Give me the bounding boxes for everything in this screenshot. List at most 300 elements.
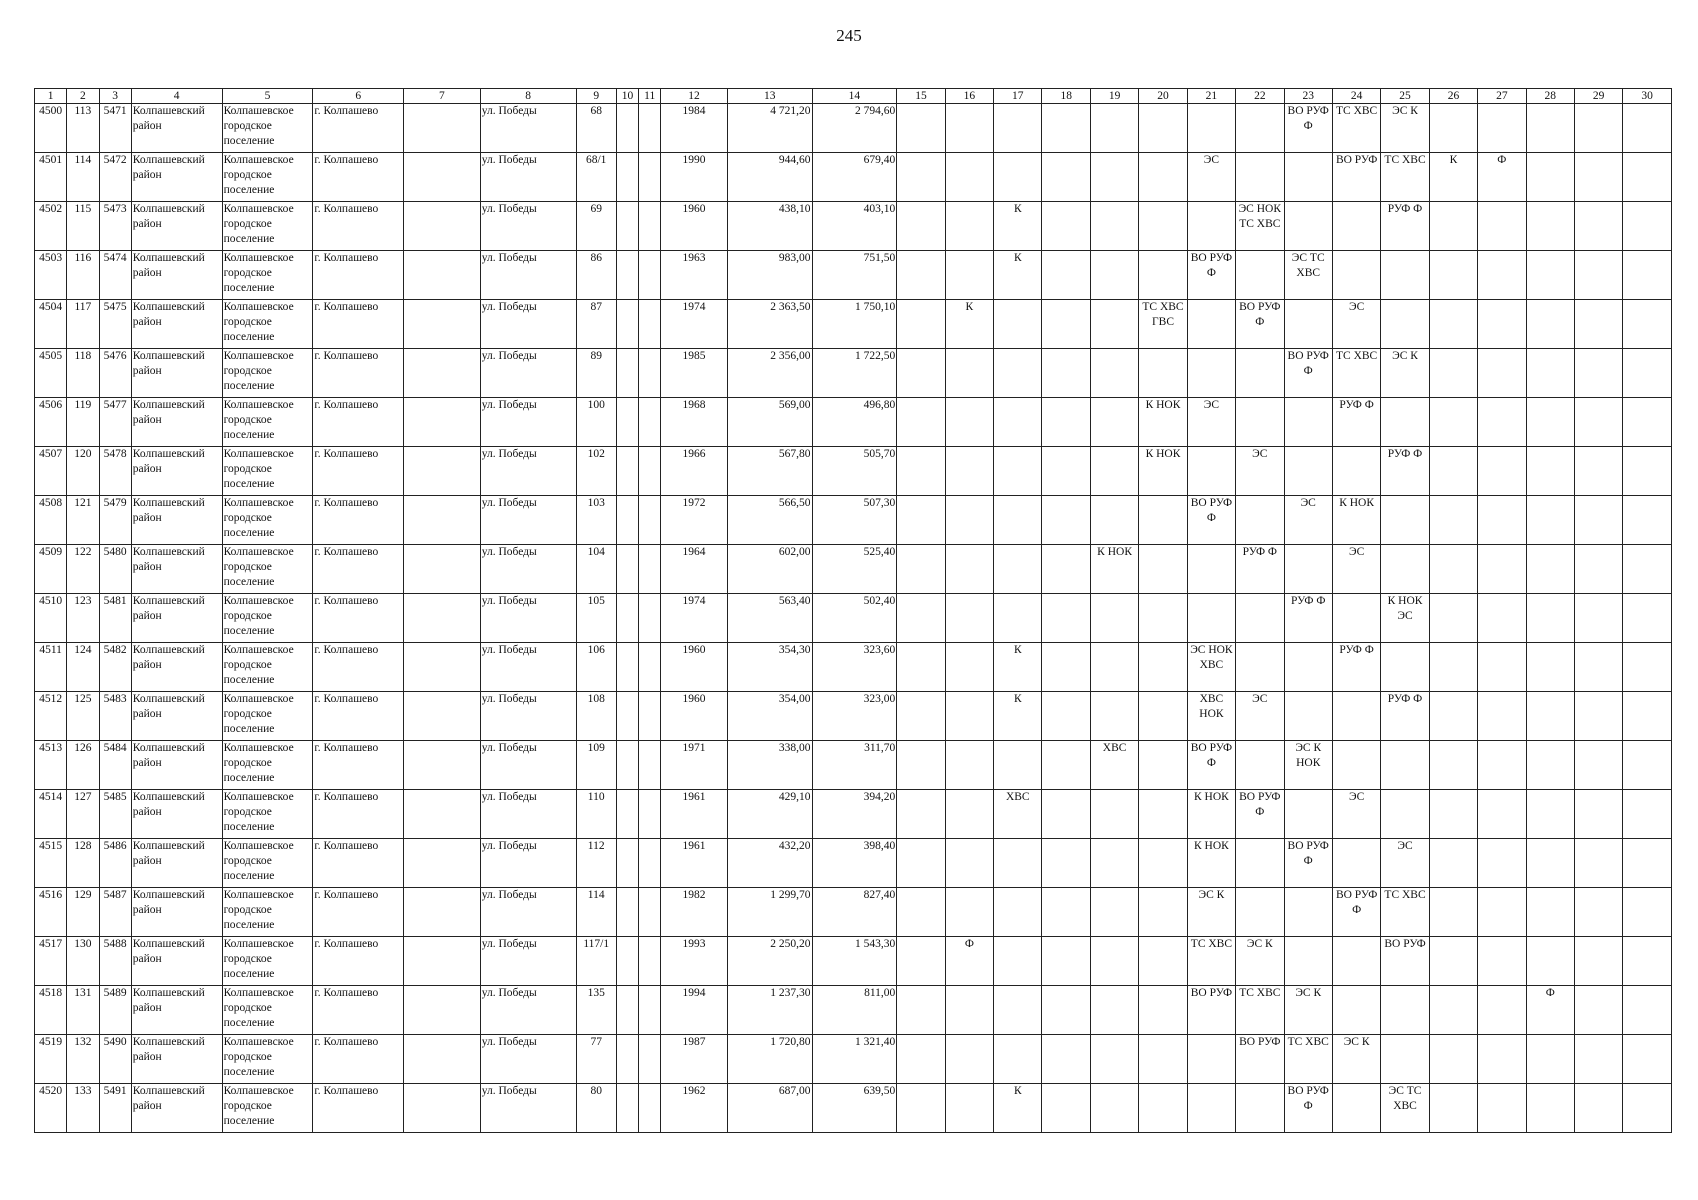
cell-col-5: Колпашевское городское поселение — [222, 300, 313, 349]
cell-col-25: РУФ Ф — [1381, 447, 1429, 496]
cell-col-10 — [616, 594, 638, 643]
cell-col-12: 1961 — [661, 790, 728, 839]
cell-col-15 — [897, 545, 945, 594]
cell-col-28 — [1526, 545, 1574, 594]
cell-col-9: 86 — [576, 251, 616, 300]
cell-col-2: 115 — [67, 202, 99, 251]
cell-col-10 — [616, 1084, 638, 1133]
cell-col-30 — [1623, 937, 1672, 986]
cell-col-28 — [1526, 790, 1574, 839]
cell-col-8: ул. Победы — [480, 692, 576, 741]
table-row — [35, 790, 1672, 839]
column-header-18: 18 — [1042, 89, 1090, 104]
cell-col-14: 811,00 — [812, 986, 897, 1035]
cell-col-3: 5471 — [99, 104, 131, 153]
cell-col-4: Колпашевский район — [131, 153, 222, 202]
cell-col-13: 563,40 — [727, 594, 812, 643]
cell-col-23: ЭС — [1284, 496, 1332, 545]
cell-col-9: 135 — [576, 986, 616, 1035]
cell-col-6: г. Колпашево — [313, 153, 404, 202]
cell-col-3: 5489 — [99, 986, 131, 1035]
cell-col-16 — [945, 839, 993, 888]
cell-col-28 — [1526, 251, 1574, 300]
column-header-20: 20 — [1139, 89, 1187, 104]
cell-col-4: Колпашевский район — [131, 545, 222, 594]
column-header-23: 23 — [1284, 89, 1332, 104]
cell-col-22: ЭС — [1236, 447, 1284, 496]
table-row — [35, 643, 1672, 692]
cell-col-5: Колпашевское городское поселение — [222, 153, 313, 202]
cell-col-27 — [1478, 594, 1526, 643]
cell-col-5: Колпашевское городское поселение — [222, 986, 313, 1035]
cell-col-10 — [616, 741, 638, 790]
cell-col-11 — [639, 104, 661, 153]
cell-col-19 — [1090, 496, 1138, 545]
cell-col-28 — [1526, 692, 1574, 741]
cell-col-27 — [1478, 643, 1526, 692]
cell-col-4: Колпашевский район — [131, 104, 222, 153]
cell-col-10 — [616, 790, 638, 839]
cell-col-20 — [1139, 643, 1187, 692]
cell-col-29 — [1574, 1084, 1622, 1133]
cell-col-19 — [1090, 643, 1138, 692]
cell-col-19 — [1090, 349, 1138, 398]
cell-col-4: Колпашевский район — [131, 741, 222, 790]
cell-col-23: ЭС ТС ХВС — [1284, 251, 1332, 300]
cell-col-27 — [1478, 1084, 1526, 1133]
cell-col-15 — [897, 986, 945, 1035]
cell-col-10 — [616, 202, 638, 251]
cell-col-16 — [945, 153, 993, 202]
cell-col-1: 4514 — [35, 790, 67, 839]
cell-col-1: 4504 — [35, 300, 67, 349]
cell-col-6: г. Колпашево — [313, 1084, 404, 1133]
cell-col-19 — [1090, 202, 1138, 251]
cell-col-15 — [897, 594, 945, 643]
cell-col-17 — [994, 104, 1042, 153]
column-header-21: 21 — [1187, 89, 1235, 104]
cell-col-11 — [639, 643, 661, 692]
cell-col-1: 4501 — [35, 153, 67, 202]
cell-col-28 — [1526, 643, 1574, 692]
cell-col-7 — [404, 545, 481, 594]
cell-col-2: 128 — [67, 839, 99, 888]
cell-col-6: г. Колпашево — [313, 447, 404, 496]
cell-col-3: 5486 — [99, 839, 131, 888]
cell-col-30 — [1623, 104, 1672, 153]
cell-col-14: 505,70 — [812, 447, 897, 496]
cell-col-19 — [1090, 104, 1138, 153]
cell-col-22: ЭС К — [1236, 937, 1284, 986]
cell-col-12: 1982 — [661, 888, 728, 937]
cell-col-10 — [616, 496, 638, 545]
cell-col-19 — [1090, 888, 1138, 937]
cell-col-24: ЭС — [1332, 300, 1380, 349]
cell-col-5: Колпашевское городское поселение — [222, 643, 313, 692]
page-number: 245 — [836, 26, 862, 45]
cell-col-23: ЭС К — [1284, 986, 1332, 1035]
cell-col-11 — [639, 594, 661, 643]
cell-col-27 — [1478, 1035, 1526, 1084]
cell-col-1: 4517 — [35, 937, 67, 986]
cell-col-24: ЭС — [1332, 790, 1380, 839]
cell-col-26 — [1429, 986, 1477, 1035]
cell-col-20 — [1139, 153, 1187, 202]
cell-col-10 — [616, 937, 638, 986]
cell-col-15 — [897, 790, 945, 839]
cell-col-4: Колпашевский район — [131, 496, 222, 545]
cell-col-1: 4511 — [35, 643, 67, 692]
column-header-8: 8 — [480, 89, 576, 104]
cell-col-5: Колпашевское городское поселение — [222, 790, 313, 839]
cell-col-8: ул. Победы — [480, 741, 576, 790]
cell-col-15 — [897, 153, 945, 202]
cell-col-6: г. Колпашево — [313, 1035, 404, 1084]
cell-col-24: РУФ Ф — [1332, 398, 1380, 447]
cell-col-29 — [1574, 251, 1622, 300]
cell-col-21 — [1187, 545, 1235, 594]
column-header-4: 4 — [131, 89, 222, 104]
cell-col-11 — [639, 251, 661, 300]
column-header-14: 14 — [812, 89, 897, 104]
cell-col-25 — [1381, 790, 1429, 839]
cell-col-2: 116 — [67, 251, 99, 300]
cell-col-13: 1 299,70 — [727, 888, 812, 937]
cell-col-17 — [994, 839, 1042, 888]
cell-col-19 — [1090, 398, 1138, 447]
cell-col-26 — [1429, 594, 1477, 643]
cell-col-1: 4516 — [35, 888, 67, 937]
cell-col-15 — [897, 349, 945, 398]
cell-col-9: 114 — [576, 888, 616, 937]
cell-col-18 — [1042, 937, 1090, 986]
cell-col-1: 4515 — [35, 839, 67, 888]
cell-col-30 — [1623, 839, 1672, 888]
cell-col-6: г. Колпашево — [313, 741, 404, 790]
cell-col-5: Колпашевское городское поселение — [222, 839, 313, 888]
cell-col-22 — [1236, 594, 1284, 643]
cell-col-7 — [404, 496, 481, 545]
cell-col-14: 2 794,60 — [812, 104, 897, 153]
cell-col-20 — [1139, 888, 1187, 937]
cell-col-2: 131 — [67, 986, 99, 1035]
column-header-12: 12 — [661, 89, 728, 104]
cell-col-7 — [404, 447, 481, 496]
cell-col-18 — [1042, 888, 1090, 937]
cell-col-24 — [1332, 202, 1380, 251]
cell-col-26 — [1429, 349, 1477, 398]
cell-col-20 — [1139, 790, 1187, 839]
cell-col-17 — [994, 986, 1042, 1035]
cell-col-13: 569,00 — [727, 398, 812, 447]
housing-register-table — [34, 88, 1672, 1133]
cell-col-23 — [1284, 545, 1332, 594]
cell-col-26 — [1429, 643, 1477, 692]
cell-col-13: 2 356,00 — [727, 349, 812, 398]
cell-col-12: 1987 — [661, 1035, 728, 1084]
table-row — [35, 545, 1672, 594]
cell-col-21: ЭС — [1187, 153, 1235, 202]
cell-col-28 — [1526, 153, 1574, 202]
cell-col-30 — [1623, 300, 1672, 349]
cell-col-17 — [994, 153, 1042, 202]
cell-col-3: 5479 — [99, 496, 131, 545]
cell-col-24 — [1332, 447, 1380, 496]
cell-col-28 — [1526, 398, 1574, 447]
cell-col-7 — [404, 153, 481, 202]
table-row — [35, 349, 1672, 398]
cell-col-9: 100 — [576, 398, 616, 447]
cell-col-14: 1 543,30 — [812, 937, 897, 986]
table-row — [35, 692, 1672, 741]
cell-col-18 — [1042, 594, 1090, 643]
cell-col-20: К НОК — [1139, 398, 1187, 447]
cell-col-25: ВО РУФ — [1381, 937, 1429, 986]
cell-col-26: К — [1429, 153, 1477, 202]
cell-col-16 — [945, 447, 993, 496]
cell-col-16 — [945, 1084, 993, 1133]
cell-col-18 — [1042, 741, 1090, 790]
cell-col-19 — [1090, 1084, 1138, 1133]
cell-col-12: 1968 — [661, 398, 728, 447]
cell-col-11 — [639, 790, 661, 839]
cell-col-1: 4508 — [35, 496, 67, 545]
cell-col-13: 567,80 — [727, 447, 812, 496]
cell-col-18 — [1042, 839, 1090, 888]
cell-col-20: ТС ХВС ГВС — [1139, 300, 1187, 349]
cell-col-21: К НОК — [1187, 839, 1235, 888]
cell-col-19 — [1090, 692, 1138, 741]
cell-col-21: ВО РУФ Ф — [1187, 741, 1235, 790]
cell-col-13: 438,10 — [727, 202, 812, 251]
cell-col-29 — [1574, 790, 1622, 839]
cell-col-20 — [1139, 349, 1187, 398]
cell-col-3: 5473 — [99, 202, 131, 251]
column-header-7: 7 — [404, 89, 481, 104]
cell-col-29 — [1574, 888, 1622, 937]
cell-col-3: 5482 — [99, 643, 131, 692]
cell-col-10 — [616, 398, 638, 447]
cell-col-16 — [945, 251, 993, 300]
cell-col-8: ул. Победы — [480, 104, 576, 153]
cell-col-19 — [1090, 937, 1138, 986]
cell-col-15 — [897, 741, 945, 790]
cell-col-7 — [404, 790, 481, 839]
cell-col-28 — [1526, 300, 1574, 349]
cell-col-21 — [1187, 300, 1235, 349]
cell-col-1: 4506 — [35, 398, 67, 447]
cell-col-9: 68 — [576, 104, 616, 153]
cell-col-29 — [1574, 398, 1622, 447]
cell-col-28 — [1526, 447, 1574, 496]
cell-col-3: 5483 — [99, 692, 131, 741]
cell-col-30 — [1623, 888, 1672, 937]
cell-col-18 — [1042, 790, 1090, 839]
cell-col-30 — [1623, 398, 1672, 447]
cell-col-29 — [1574, 153, 1622, 202]
table-body — [35, 104, 1672, 1133]
cell-col-24 — [1332, 741, 1380, 790]
cell-col-25: ЭС — [1381, 839, 1429, 888]
cell-col-6: г. Колпашево — [313, 692, 404, 741]
cell-col-8: ул. Победы — [480, 447, 576, 496]
cell-col-15 — [897, 1084, 945, 1133]
cell-col-25: ТС ХВС — [1381, 888, 1429, 937]
cell-col-27: Ф — [1478, 153, 1526, 202]
cell-col-4: Колпашевский район — [131, 594, 222, 643]
cell-col-29 — [1574, 692, 1622, 741]
table-row — [35, 153, 1672, 202]
cell-col-28: Ф — [1526, 986, 1574, 1035]
cell-col-5: Колпашевское городское поселение — [222, 349, 313, 398]
cell-col-6: г. Колпашево — [313, 839, 404, 888]
column-header-30: 30 — [1623, 89, 1672, 104]
cell-col-11 — [639, 349, 661, 398]
cell-col-22: ТС ХВС — [1236, 986, 1284, 1035]
cell-col-2: 120 — [67, 447, 99, 496]
cell-col-15 — [897, 1035, 945, 1084]
cell-col-26 — [1429, 104, 1477, 153]
cell-col-12: 1974 — [661, 300, 728, 349]
cell-col-7 — [404, 104, 481, 153]
cell-col-7 — [404, 741, 481, 790]
cell-col-2: 119 — [67, 398, 99, 447]
cell-col-22 — [1236, 398, 1284, 447]
cell-col-2: 123 — [67, 594, 99, 643]
cell-col-17 — [994, 300, 1042, 349]
cell-col-7 — [404, 1084, 481, 1133]
cell-col-6: г. Колпашево — [313, 790, 404, 839]
cell-col-9: 69 — [576, 202, 616, 251]
cell-col-6: г. Колпашево — [313, 251, 404, 300]
cell-col-12: 1984 — [661, 104, 728, 153]
cell-col-13: 983,00 — [727, 251, 812, 300]
cell-col-24 — [1332, 1084, 1380, 1133]
cell-col-7 — [404, 398, 481, 447]
cell-col-24: РУФ Ф — [1332, 643, 1380, 692]
column-header-1: 1 — [35, 89, 67, 104]
cell-col-14: 639,50 — [812, 1084, 897, 1133]
cell-col-12: 1974 — [661, 594, 728, 643]
cell-col-12: 1985 — [661, 349, 728, 398]
cell-col-21 — [1187, 1084, 1235, 1133]
cell-col-6: г. Колпашево — [313, 937, 404, 986]
cell-col-7 — [404, 692, 481, 741]
cell-col-23 — [1284, 398, 1332, 447]
cell-col-20 — [1139, 1035, 1187, 1084]
cell-col-20 — [1139, 986, 1187, 1035]
cell-col-4: Колпашевский район — [131, 202, 222, 251]
cell-col-18 — [1042, 496, 1090, 545]
cell-col-25: ЭС ТС ХВС — [1381, 1084, 1429, 1133]
cell-col-24 — [1332, 986, 1380, 1035]
cell-col-11 — [639, 839, 661, 888]
cell-col-25: ЭС К — [1381, 104, 1429, 153]
cell-col-2: 133 — [67, 1084, 99, 1133]
cell-col-10 — [616, 104, 638, 153]
cell-col-9: 105 — [576, 594, 616, 643]
cell-col-23: ТС ХВС — [1284, 1035, 1332, 1084]
cell-col-18 — [1042, 986, 1090, 1035]
cell-col-8: ул. Победы — [480, 545, 576, 594]
cell-col-14: 1 321,40 — [812, 1035, 897, 1084]
cell-col-13: 602,00 — [727, 545, 812, 594]
cell-col-3: 5477 — [99, 398, 131, 447]
cell-col-17 — [994, 545, 1042, 594]
cell-col-26 — [1429, 790, 1477, 839]
cell-col-2: 114 — [67, 153, 99, 202]
cell-col-6: г. Колпашево — [313, 986, 404, 1035]
cell-col-24 — [1332, 594, 1380, 643]
cell-col-10 — [616, 545, 638, 594]
cell-col-23 — [1284, 153, 1332, 202]
cell-col-10 — [616, 839, 638, 888]
cell-col-28 — [1526, 594, 1574, 643]
cell-col-8: ул. Победы — [480, 251, 576, 300]
cell-col-23 — [1284, 692, 1332, 741]
column-header-10: 10 — [616, 89, 638, 104]
cell-col-23: ВО РУФ Ф — [1284, 349, 1332, 398]
cell-col-16 — [945, 741, 993, 790]
cell-col-18 — [1042, 398, 1090, 447]
cell-col-23: РУФ Ф — [1284, 594, 1332, 643]
cell-col-6: г. Колпашево — [313, 202, 404, 251]
cell-col-22 — [1236, 153, 1284, 202]
column-header-11: 11 — [639, 89, 661, 104]
table-row — [35, 202, 1672, 251]
cell-col-4: Колпашевский район — [131, 937, 222, 986]
cell-col-23 — [1284, 790, 1332, 839]
cell-col-9: 77 — [576, 1035, 616, 1084]
cell-col-18 — [1042, 545, 1090, 594]
cell-col-15 — [897, 839, 945, 888]
cell-col-2: 132 — [67, 1035, 99, 1084]
cell-col-14: 1 722,50 — [812, 349, 897, 398]
cell-col-21 — [1187, 594, 1235, 643]
table-row — [35, 398, 1672, 447]
cell-col-29 — [1574, 447, 1622, 496]
cell-col-17: ХВС — [994, 790, 1042, 839]
cell-col-13: 1 237,30 — [727, 986, 812, 1035]
cell-col-16 — [945, 790, 993, 839]
cell-col-12: 1961 — [661, 839, 728, 888]
table-row — [35, 104, 1672, 153]
cell-col-16 — [945, 349, 993, 398]
cell-col-22: ЭС НОК ТС ХВС — [1236, 202, 1284, 251]
cell-col-25 — [1381, 741, 1429, 790]
cell-col-30 — [1623, 643, 1672, 692]
cell-col-9: 103 — [576, 496, 616, 545]
cell-col-14: 679,40 — [812, 153, 897, 202]
cell-col-30 — [1623, 202, 1672, 251]
cell-col-6: г. Колпашево — [313, 496, 404, 545]
cell-col-24: ЭС — [1332, 545, 1380, 594]
cell-col-2: 118 — [67, 349, 99, 398]
cell-col-22: ВО РУФ Ф — [1236, 300, 1284, 349]
cell-col-22 — [1236, 496, 1284, 545]
cell-col-3: 5488 — [99, 937, 131, 986]
cell-col-4: Колпашевский район — [131, 1035, 222, 1084]
cell-col-29 — [1574, 741, 1622, 790]
cell-col-22 — [1236, 888, 1284, 937]
cell-col-27 — [1478, 398, 1526, 447]
cell-col-7 — [404, 643, 481, 692]
cell-col-22 — [1236, 839, 1284, 888]
cell-col-17 — [994, 398, 1042, 447]
cell-col-18 — [1042, 1035, 1090, 1084]
column-header-19: 19 — [1090, 89, 1138, 104]
cell-col-15 — [897, 104, 945, 153]
